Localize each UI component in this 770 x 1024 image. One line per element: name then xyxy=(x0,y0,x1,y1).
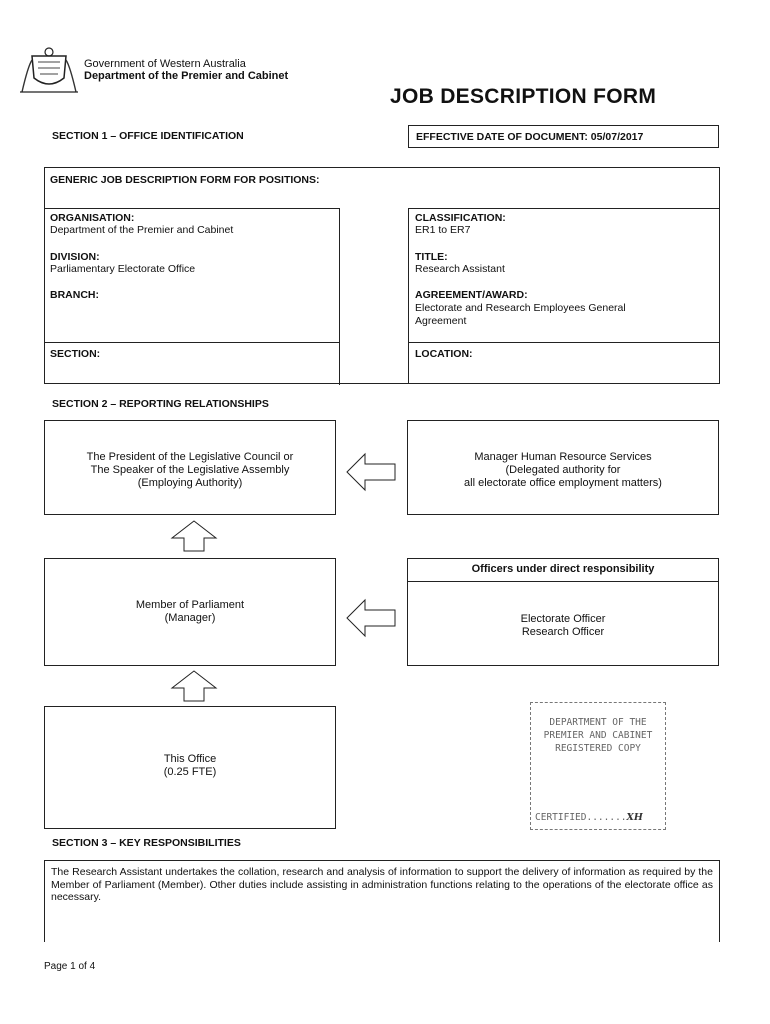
president-line-2: The Speaker of the Legislative Assembly xyxy=(90,464,290,476)
classification-label: CLASSIFICATION: xyxy=(415,212,506,224)
stamp-certified: CERTIFIED....... xyxy=(535,812,627,823)
president-line-3: (Employing Authority) xyxy=(137,477,243,489)
officer-1: Electorate Officer xyxy=(520,613,606,625)
section1-heading: SECTION 1 – OFFICE IDENTIFICATION xyxy=(52,130,244,142)
section-label: SECTION: xyxy=(50,348,101,360)
registered-copy-stamp xyxy=(530,702,666,830)
stamp-initials-signature: XH xyxy=(626,812,643,823)
officers-box xyxy=(407,558,719,666)
effective-date-label: EFFECTIVE DATE OF DOCUMENT: 05/07/2017 xyxy=(416,131,644,143)
up-arrow-icon xyxy=(168,670,220,702)
stamp-line-2: PREMIER AND CABINET xyxy=(543,730,653,741)
officer-2: Research Officer xyxy=(521,626,605,638)
hr-line-1: Manager Human Resource Services xyxy=(474,451,652,463)
section2-heading: SECTION 2 – REPORTING RELATIONSHIPS xyxy=(52,398,269,410)
agreement-label: AGREEMENT/AWARD: xyxy=(415,289,528,301)
organisation-value: Department of the Premier and Cabinet xyxy=(50,224,234,236)
division-label: DIVISION: xyxy=(50,251,100,263)
division-value: Parliamentary Electorate Office xyxy=(50,263,196,275)
effective-date-box xyxy=(408,125,719,148)
employing-authority-box xyxy=(44,420,336,515)
section3-heading: SECTION 3 – KEY RESPONSIBILITIES xyxy=(52,837,241,849)
generic-form-heading: GENERIC JOB DESCRIPTION FORM FOR POSITIONS: xyxy=(50,174,320,186)
classification-value: ER1 to ER7 xyxy=(415,224,471,236)
hr-services-box xyxy=(407,420,719,515)
president-line-1: The President of the Legislative Council or xyxy=(86,451,294,463)
location-label: LOCATION: xyxy=(415,348,473,360)
agreement-value-line2: Agreement xyxy=(415,315,467,327)
org-line-1: Government of Western Australia xyxy=(84,58,246,70)
this-office-line-1: This Office xyxy=(163,753,217,765)
title-label: TITLE: xyxy=(415,251,448,263)
org-line-2: Department of the Premier and Cabinet xyxy=(84,70,289,82)
branch-label: BRANCH: xyxy=(50,289,99,301)
wa-coat-of-arms-logo xyxy=(18,46,80,96)
member-line-1: Member of Parliament xyxy=(135,599,245,611)
this-office-line-2: (0.25 FTE) xyxy=(163,766,217,778)
member-of-parliament-box xyxy=(44,558,336,666)
organisation-label: ORGANISATION: xyxy=(50,212,135,224)
hr-line-3: all electorate office employment matters) xyxy=(464,477,662,489)
title-value: Research Assistant xyxy=(415,263,505,275)
stamp-line-1: DEPARTMENT OF THE xyxy=(549,717,647,728)
agreement-value-line1: Electorate and Research Employees General xyxy=(415,302,626,314)
office-identification-table xyxy=(44,167,720,384)
form-title: JOB DESCRIPTION FORM xyxy=(390,85,657,108)
officers-heading: Officers under direct responsibility xyxy=(471,563,655,575)
this-office-box xyxy=(44,706,336,829)
stamp-line-3: REGISTERED COPY xyxy=(555,743,641,754)
hr-line-2: (Delegated authority for xyxy=(505,464,621,476)
left-arrow-icon xyxy=(345,452,397,492)
member-line-2: (Manager) xyxy=(164,612,216,624)
left-arrow-icon xyxy=(345,598,397,638)
page-number: Page 1 of 4 xyxy=(44,961,96,972)
up-arrow-icon xyxy=(168,520,220,552)
key-responsibilities-text: The Research Assistant undertakes the collation, research and analysis of information to support the delivery of information as required by the Member of Parliament (Member). Other duties include assisting in administration functions relating to the operations of the electorate office as necessary. xyxy=(51,866,713,903)
key-responsibilities-box xyxy=(44,860,720,942)
